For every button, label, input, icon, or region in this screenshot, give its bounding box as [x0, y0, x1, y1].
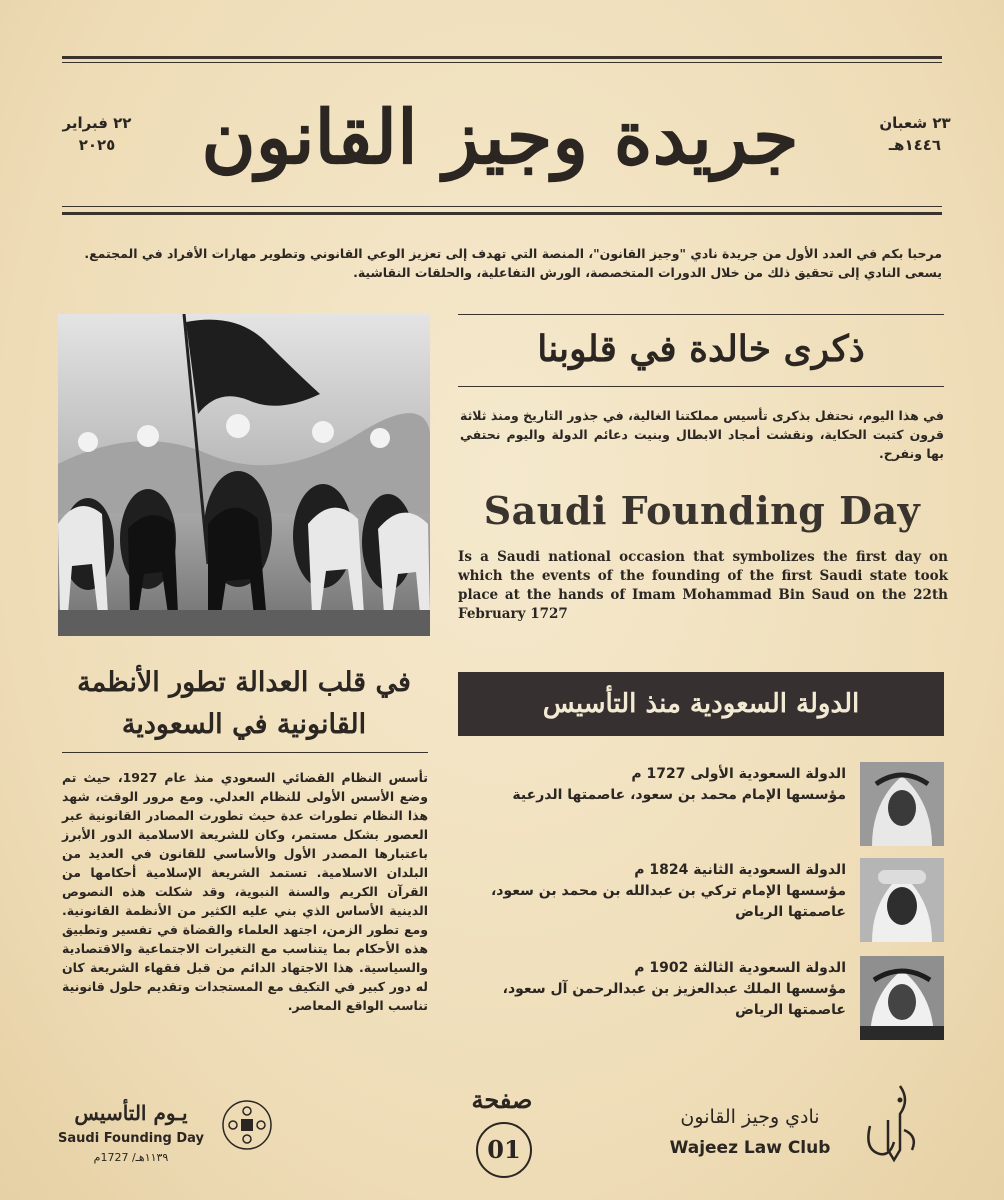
- founding-logo-arabic: يـوم التأسيس: [74, 1101, 188, 1125]
- page-number: 01: [487, 1135, 521, 1164]
- portrait-imam-turki: [860, 858, 944, 942]
- founding-emblem: [220, 1098, 274, 1152]
- portrait-icon: [860, 762, 944, 846]
- masthead-top-thin-rule: [62, 62, 942, 63]
- horsemen-flag-photo: [58, 314, 430, 636]
- intro-paragraph: [62, 244, 942, 282]
- justice-heading: [58, 662, 430, 746]
- gregorian-year: ٢٠٢٥: [78, 136, 116, 154]
- intro-line-2: يسعى النادي إلى تحقيق ذلك من خلال الدورات المتخصصة، الورش التفاعلية، والحلقات النقاشية.: [353, 265, 942, 280]
- hijri-day-month: ٢٣ شعبان: [879, 114, 951, 132]
- states-banner: الدولة السعودية منذ التأسيس: [458, 672, 944, 736]
- justice-body: تأسس النظام القضائي السعودي منذ عام 1927، حيث تم وضع الأسس الأولى للنظام العدلي. ومع مرور الوقت، شهد هذا النظام تطورات عدة حيث تطورت المصادر القانونية عبر العصور بشكل مستمر، وكان للشريعة الاسلامية الدور الأبرز باعتبارها المصدر الأول والأساسي للقانون في العديد من البلدان الاسلامية. تستمد الشريعة الإسلامية أحكامها من القرآن الكريم والسنة النبوية، وقد شكلت هذه النصوص الدينية الأساس الذي بني عليه الكثير من الأنظمة القانونية. ومع تطور الزمن، اجتهد العلماء والقضاة في تفسير وتطبيق هذه الأحكام بما يتناسب مع التغيرات الاجتماعية والاقتصادية والسياسية. هذا الاجتهاد الدائم من قبل فقهاء الشريعة كان له دور كبير في التكيف مع المستجدات وتقديم حلول قانونية تناسب الواقع المعاصر.: [62, 770, 428, 1013]
- hijri-year: ١٤٤٦هـ: [888, 136, 942, 154]
- portrait-king-abdulaziz: [860, 956, 944, 1040]
- club-logo: [860, 1080, 920, 1164]
- founding-day-body: Is a Saudi national occasion that symbolizes the first day on which the events of the founding of the first Saudi state took place at the hands of Imam Mohammad Bin Saud on the 22th February 1727: [458, 549, 948, 622]
- hijri-date: [870, 112, 960, 156]
- state-desc-second: مؤسسها الإمام تركي بن عبدالله بن محمد بن سعود، عاصمتها الرياض: [490, 883, 846, 920]
- masthead-bottom-thin-rule: [62, 206, 942, 207]
- state-item-second: [458, 858, 944, 944]
- club-name-english: Wajeez Law Club: [669, 1138, 831, 1158]
- masthead-top-rule: [62, 56, 942, 59]
- club-name-arabic: نادي وجيز القانون: [680, 1106, 820, 1128]
- state-text-third: [458, 958, 846, 1021]
- state-item-first: [458, 762, 944, 848]
- state-item-third: [458, 956, 944, 1042]
- horsemen-illustration: [58, 314, 430, 636]
- memory-top-rule: [458, 314, 944, 315]
- founding-emblem-icon: [220, 1098, 274, 1152]
- state-title-first: الدولة السعودية الأولى 1727 م: [631, 766, 846, 782]
- founding-logo-years: ١١٣٩هـ/ 1727م: [93, 1151, 169, 1164]
- gregorian-date: [52, 112, 142, 156]
- state-title-second: الدولة السعودية الثانية 1824 م: [634, 862, 846, 878]
- portrait-icon: [860, 858, 944, 942]
- memory-bottom-rule: [458, 386, 944, 387]
- state-desc-third: مؤسسها الملك عبدالعزيز بن عبدالرحمن آل سعود، عاصمتها الرياض: [502, 981, 846, 1018]
- newspaper-title: جريدة وجيز القانون: [201, 95, 799, 181]
- founding-day-title: Saudi Founding Day: [483, 488, 921, 533]
- gregorian-day-month: ٢٢ فبراير: [62, 114, 132, 132]
- justice-heading-rule: [62, 752, 428, 753]
- state-text-second: [458, 860, 846, 923]
- memory-body: في هذا اليوم، نحتفل بذكرى تأسيس مملكتنا الغالية، في جذور التاريخ ومنذ ثلاثة قرون كتبت الحكاية، ونقشت أمجاد الابطال وبنيت دعائم الدولة واليوم نحتفي بها ونفرح.: [460, 408, 944, 461]
- masthead-bottom-rule: [62, 212, 942, 215]
- state-text-first: [458, 764, 846, 806]
- justice-heading-line-2: القانونية في السعودية: [121, 709, 367, 740]
- state-title-third: الدولة السعودية الثالثة 1902 م: [634, 960, 846, 976]
- portrait-icon: [860, 956, 944, 1040]
- memory-heading: ذكرى خالدة في قلوبنا: [537, 328, 865, 370]
- justice-heading-line-1: في قلب العدالة تطور الأنظمة: [77, 667, 411, 698]
- state-desc-first: مؤسسها الإمام محمد بن سعود، عاصمتها الدرعية: [512, 787, 846, 803]
- page-number-circle: [476, 1122, 532, 1178]
- portrait-imam-mohammad: [860, 762, 944, 846]
- founding-logo-english: Saudi Founding Day: [58, 1131, 204, 1146]
- intro-line-1: مرحبا بكم في العدد الأول من جريدة نادي "وجيز القانون"، المنصة التي تهدف إلى تعزيز الوعي القانوني وتطوير مهارات الأفراد في المجتمع.: [84, 246, 942, 261]
- quill-logo-icon: [860, 1080, 920, 1164]
- page-label: صفحة: [471, 1085, 533, 1114]
